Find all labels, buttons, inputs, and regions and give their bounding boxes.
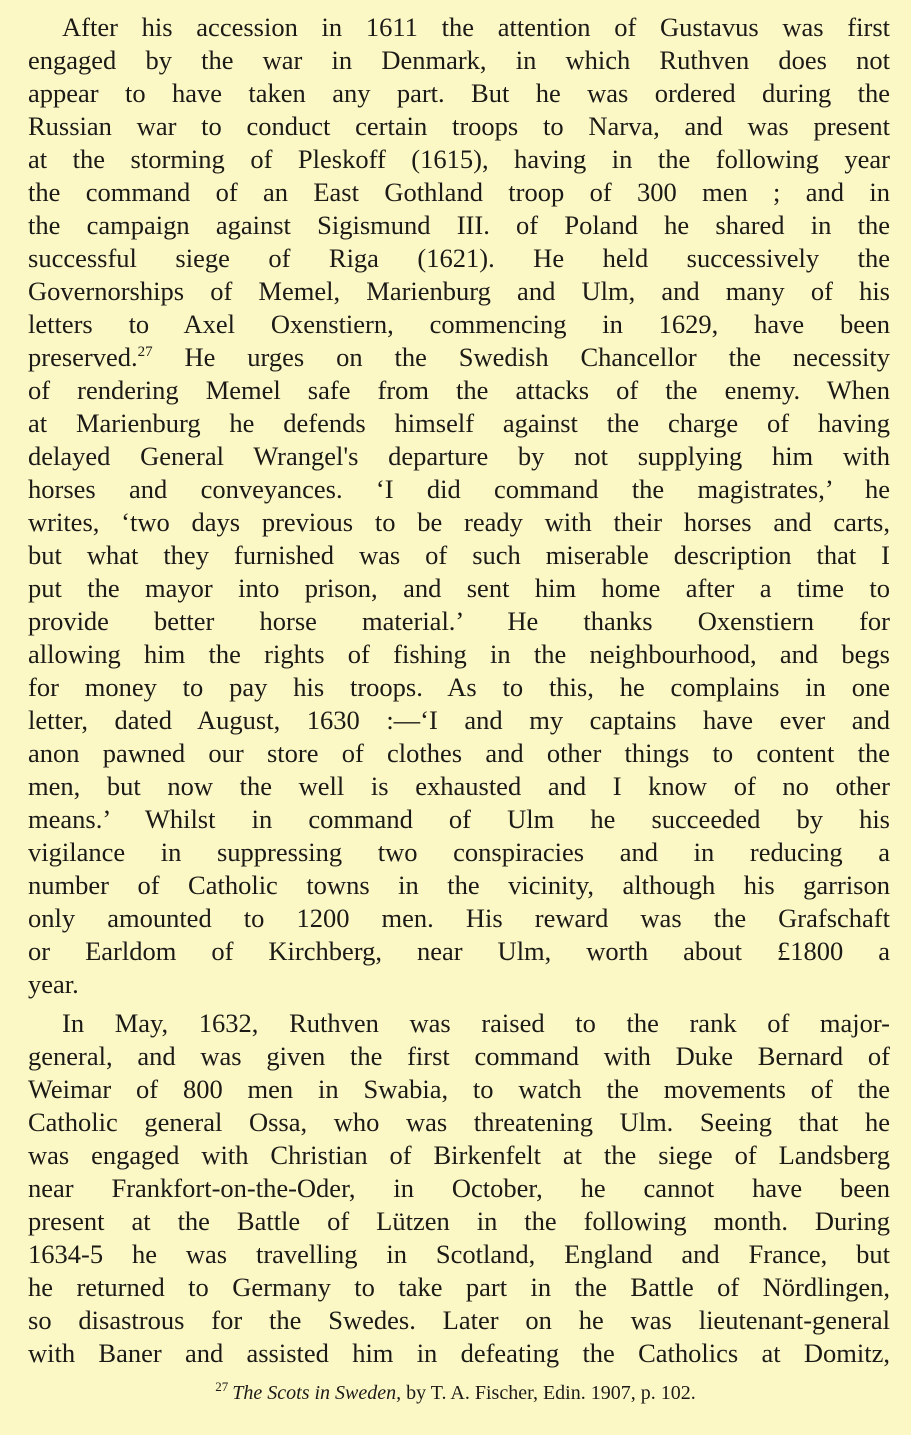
- text-line: allowing him the rights of fishing in the neighbourhood, and begs: [28, 639, 890, 669]
- text-line: at the storming of Pleskoff (1615), having in the following year: [28, 144, 890, 174]
- text-line: of rendering Memel safe from the attacks of the enemy. When: [28, 375, 890, 405]
- text-fragment: He urges on the Swedish Chancellor the necessity: [152, 342, 890, 372]
- text-line: general, and was given the first command with Duke Bernard of: [28, 1041, 890, 1071]
- text-line: number of Catholic towns in the vicinity, although his garrison: [28, 870, 890, 900]
- text-line: near Frankfort-on-the-Oder, in October, he cannot have been: [28, 1173, 890, 1203]
- text-line: for money to pay his troops. As to this, he complains in one: [28, 672, 890, 702]
- text-line: means.’ Whilst in command of Ulm he succeeded by his: [28, 804, 890, 834]
- text-line: put the mayor into prison, and sent him home after a time to: [28, 573, 890, 603]
- text-line: letter, dated August, 1630 :—‘I and my captains have ever and: [28, 705, 890, 735]
- text-line: year.: [28, 969, 79, 999]
- text-line: After his accession in 1611 the attention of Gustavus was first: [62, 12, 890, 42]
- text-fragment: preserved.: [28, 342, 138, 372]
- text-line: provide better horse material.’ He thanks Oxenstiern for: [28, 606, 890, 636]
- text-line: the command of an East Gothland troop of 300 men ; and in: [28, 177, 890, 207]
- text-line: with Baner and assisted him in defeating the Catholics at Domitz,: [28, 1338, 890, 1368]
- text-line: was engaged with Christian of Birkenfelt at the siege of Landsberg: [28, 1140, 890, 1170]
- footnote-number: 27: [215, 1379, 229, 1395]
- text-line: he returned to Germany to take part in the Battle of Nördlingen,: [28, 1272, 890, 1302]
- text-line-with-footnote-ref: [28, 341, 890, 374]
- text-line: or Earldom of Kirchberg, near Ulm, worth about £1800 a: [28, 936, 890, 966]
- text-line: men, but now the well is exhausted and I know of no other: [28, 771, 890, 801]
- text-line: but what they furnished was of such miserable description that I: [28, 540, 890, 570]
- text-line: Governorships of Memel, Marienburg and Ulm, and many of his: [28, 276, 890, 306]
- text-line: Russian war to conduct certain troops to Narva, and was present: [28, 111, 890, 141]
- text-line: In May, 1632, Ruthven was raised to the rank of major-: [62, 1008, 890, 1038]
- text-line: successful siege of Riga (1621). He held successively the: [28, 243, 890, 273]
- text-line: 1634-5 he was travelling in Scotland, England and France, but: [28, 1239, 890, 1269]
- text-line: vigilance in suppressing two conspiracies and in reducing a: [28, 837, 890, 867]
- footnote: [0, 1380, 911, 1406]
- text-line: writes, ‘two days previous to be ready with their horses and carts,: [28, 507, 890, 537]
- text-line: at Marienburg he defends himself against the charge of having: [28, 408, 890, 438]
- text-line: horses and conveyances. ‘I did command the magistrates,’ he: [28, 474, 890, 504]
- footnote-book-title: The Scots in Sweden,: [232, 1382, 402, 1404]
- text-line: anon pawned our store of clothes and other things to content the: [28, 738, 890, 768]
- text-line: so disastrous for the Swedes. Later on he was lieutenant-general: [28, 1305, 890, 1335]
- text-line: the campaign against Sigismund III. of Poland he shared in the: [28, 210, 890, 240]
- text-line: Weimar of 800 men in Swabia, to watch the movements of the: [28, 1074, 890, 1104]
- footnote-reference: 27: [137, 344, 153, 361]
- text-line: letters to Axel Oxenstiern, commencing in 1629, have been: [28, 309, 890, 339]
- text-line: present at the Battle of Lützen in the following month. During: [28, 1206, 890, 1236]
- text-line: delayed General Wrangel's departure by not supplying him with: [28, 441, 890, 471]
- text-line: only amounted to 1200 men. His reward was the Grafschaft: [28, 903, 890, 933]
- text-line: engaged by the war in Denmark, in which Ruthven does not: [28, 45, 890, 75]
- footnote-citation: by T. A. Fischer, Edin. 1907, p. 102.: [401, 1382, 696, 1404]
- text-line: appear to have taken any part. But he was ordered during the: [28, 78, 890, 108]
- text-line: Catholic general Ossa, who was threatening Ulm. Seeing that he: [28, 1107, 890, 1137]
